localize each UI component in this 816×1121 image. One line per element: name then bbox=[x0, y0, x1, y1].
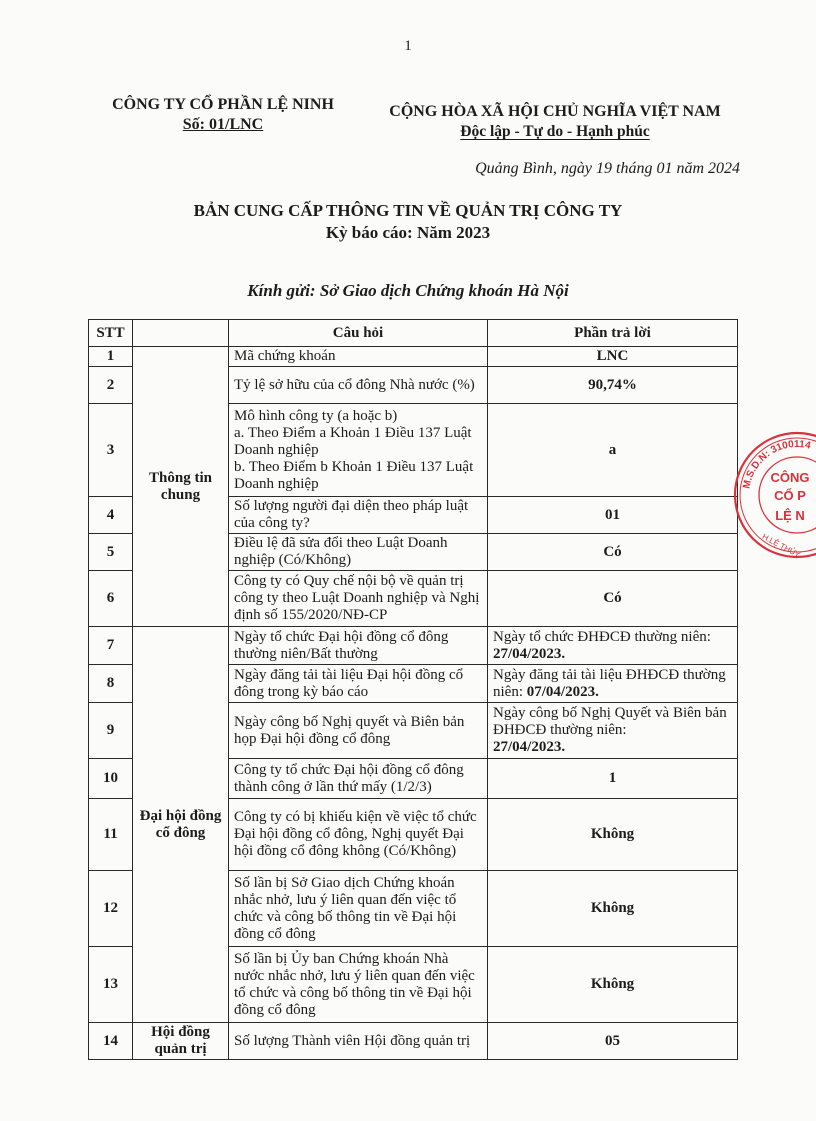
answer-cell: 01 bbox=[488, 497, 738, 534]
question-cell: Công ty có Quy chế nội bộ về quản trị công ty theo Luật Doanh nghiệp và Nghị định số 155/2020/NĐ-CP bbox=[229, 571, 488, 627]
question-cell: Tỷ lệ sở hữu của cổ đông Nhà nước (%) bbox=[229, 367, 488, 404]
recipient: Kính gửi: Sở Giao dịch Chứng khoán Hà Nội bbox=[247, 281, 569, 300]
question-cell: Số lượng người đại diện theo pháp luật của công ty? bbox=[229, 497, 488, 534]
governance-table bbox=[88, 319, 738, 1060]
question-cell: Ngày đăng tải tài liệu Đại hội đồng cổ đông trong kỳ báo cáo bbox=[229, 665, 488, 703]
table-header-row bbox=[89, 320, 738, 347]
row-number: 4 bbox=[89, 497, 133, 534]
place-date: Quảng Bình, ngày 19 tháng 01 năm 2024 bbox=[475, 160, 740, 177]
answer-cell: Có bbox=[488, 571, 738, 627]
seal-line-2: CỔ P bbox=[774, 488, 806, 503]
row-number: 6 bbox=[89, 571, 133, 627]
table-row bbox=[89, 627, 738, 665]
row-number: 3 bbox=[89, 404, 133, 497]
question-cell: Số lượng Thành viên Hội đồng quản trị bbox=[229, 1023, 488, 1060]
question-cell: Mô hình công ty (a hoặc b) a. Theo Điểm a Khoản 1 Điều 137 Luật Doanh nghiệp b. Theo Điểm b Khoản 1 Điều 137 Luật Doanh nghiệp bbox=[229, 404, 488, 497]
answer-date: 07/04/2023. bbox=[526, 683, 599, 700]
republic-name: CỘNG HÒA XÃ HỘI CHỦ NGHĨA VIỆT NAM bbox=[389, 103, 721, 120]
answer-cell bbox=[488, 703, 738, 759]
answer-cell: 90,74% bbox=[488, 367, 738, 404]
table-row bbox=[89, 347, 738, 367]
national-header bbox=[370, 102, 740, 142]
row-number: 9 bbox=[89, 703, 133, 759]
company-block bbox=[88, 95, 358, 135]
answer-cell: Không bbox=[488, 871, 738, 947]
row-number: 5 bbox=[89, 534, 133, 571]
answer-cell bbox=[488, 627, 738, 665]
answer-date: 27/04/2023. bbox=[493, 645, 566, 662]
row-number: 7 bbox=[89, 627, 133, 665]
header-group bbox=[133, 320, 229, 347]
answer-text: Ngày tổ chức ĐHĐCĐ thường niên: bbox=[493, 628, 711, 645]
row-number: 2 bbox=[89, 367, 133, 404]
group-agm: Đại hội đồng cổ đông bbox=[133, 627, 229, 1023]
row-number: 11 bbox=[89, 799, 133, 871]
company-seal bbox=[732, 430, 816, 560]
row-number: 13 bbox=[89, 947, 133, 1023]
answer-cell: 05 bbox=[488, 1023, 738, 1060]
row-number: 10 bbox=[89, 759, 133, 799]
national-motto: Độc lập - Tự do - Hạnh phúc bbox=[460, 123, 650, 140]
question-cell: Mã chứng khoán bbox=[229, 347, 488, 367]
answer-cell: Không bbox=[488, 947, 738, 1023]
question-cell: Công ty tổ chức Đại hội đồng cổ đông thành công ở lần thứ mấy (1/2/3) bbox=[229, 759, 488, 799]
table-row bbox=[89, 1023, 738, 1060]
header-question: Câu hỏi bbox=[229, 320, 488, 347]
row-number: 1 bbox=[89, 347, 133, 367]
question-cell: Điều lệ đã sửa đổi theo Luật Doanh nghiệp (Có/Không) bbox=[229, 534, 488, 571]
answer-cell: LNC bbox=[488, 347, 738, 367]
answer-cell: a bbox=[488, 404, 738, 497]
answer-text: Ngày đăng tải tài liệu ĐHĐCĐ thường niên: bbox=[493, 666, 726, 700]
answer-text: Ngày công bố Nghị Quyết và Biên bản ĐHĐCĐ thường niên: bbox=[493, 705, 727, 738]
group-board: Hội đồng quản trị bbox=[133, 1023, 229, 1060]
answer-cell: Có bbox=[488, 534, 738, 571]
document-number: Số: 01/LNC bbox=[182, 116, 264, 133]
answer-cell: Không bbox=[488, 799, 738, 871]
report-period: Kỳ báo cáo: Năm 2023 bbox=[325, 223, 491, 242]
answer-cell: 1 bbox=[488, 759, 738, 799]
seal-bottom-text: H.LỆ THỦY bbox=[760, 532, 802, 560]
question-cell: Công ty có bị khiếu kiện về việc tổ chức Đại hội đồng cổ đông, Nghị quyết Đại hội đồng cổ đông không (Có/Không) bbox=[229, 799, 488, 871]
seal-line-3: LỆ N bbox=[775, 508, 805, 523]
row-number: 8 bbox=[89, 665, 133, 703]
seal-ring-text: M.S.D.N: 3100114 bbox=[741, 438, 812, 490]
question-cell: Số lần bị Sở Giao dịch Chứng khoán nhắc nhở, lưu ý liên quan đến việc tổ chức và công bố thông tin về Đại hội đồng cổ đông bbox=[229, 871, 488, 947]
company-name: CÔNG TY CỔ PHẦN LỆ NINH bbox=[112, 96, 334, 113]
row-number: 14 bbox=[89, 1023, 133, 1060]
header-answer: Phần trả lời bbox=[488, 320, 738, 347]
seal-line-1: CÔNG bbox=[770, 470, 810, 485]
row-number: 12 bbox=[89, 871, 133, 947]
question-cell: Ngày công bố Nghị quyết và Biên bản họp Đại hội đồng cổ đông bbox=[229, 703, 488, 759]
answer-cell bbox=[488, 665, 738, 703]
answer-date: 27/04/2023. bbox=[493, 739, 566, 755]
question-cell: Ngày tổ chức Đại hội đồng cổ đông thường niên/Bất thường bbox=[229, 627, 488, 665]
document-title: BẢN CUNG CẤP THÔNG TIN VỀ QUẢN TRỊ CÔNG TY bbox=[193, 201, 623, 220]
header-stt: STT bbox=[89, 320, 133, 347]
document-title-block bbox=[0, 200, 816, 244]
page-number: 1 bbox=[404, 38, 412, 54]
group-general: Thông tin chung bbox=[133, 347, 229, 627]
question-cell: Số lần bị Ủy ban Chứng khoán Nhà nước nhắc nhở, lưu ý liên quan đến việc tổ chức và công bố thông tin về Đại hội đồng cổ đông bbox=[229, 947, 488, 1023]
